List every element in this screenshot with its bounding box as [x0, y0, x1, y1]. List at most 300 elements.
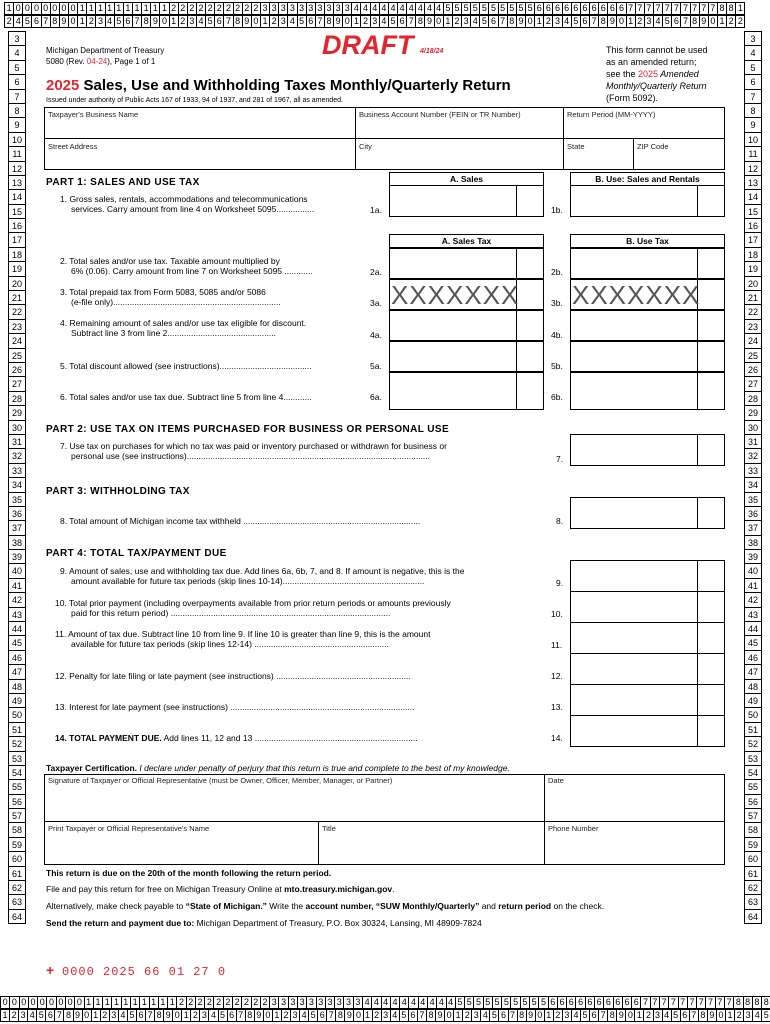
grid-cell: 1: [169, 15, 179, 28]
grid-cell: 0: [59, 2, 69, 15]
grid-cell: 6: [631, 996, 641, 1009]
grid-cell: 5: [529, 996, 539, 1009]
grid-cell: 43: [744, 607, 762, 622]
tax-input-line-6[interactable]: [570, 372, 725, 410]
grid-cell: 3: [471, 1009, 481, 1022]
grid-cell: 9: [344, 1009, 354, 1022]
row-divider: [570, 715, 725, 716]
grid-cell: 62: [8, 880, 26, 895]
grid-cell: 46: [8, 650, 26, 665]
grid-cell: 4: [351, 2, 361, 15]
grid-cell: 17: [8, 232, 26, 247]
grid-cell: 56: [744, 794, 762, 809]
grid-cell: 9: [616, 1009, 626, 1022]
grid-cell: 1: [534, 15, 544, 28]
grid-cell: 3: [269, 996, 279, 1009]
grid-cell: 53: [8, 751, 26, 766]
grid-cell: 9: [526, 1009, 536, 1022]
grid-cell: 8: [507, 15, 517, 28]
grid-cell: 5: [516, 2, 526, 15]
line3b-number: 3b.: [551, 298, 563, 308]
part2-title: PART 2: USE TAX ON ITEMS PURCHASED FOR BUSINESS OR PERSONAL USE: [46, 424, 450, 435]
grid-cell: 7: [724, 996, 734, 1009]
grid-cell: 43: [8, 607, 26, 622]
grid-cell: 4: [371, 996, 381, 1009]
line8-text: 8. Total amount of Michigan income tax withheld ...........................................................................: [60, 516, 421, 526]
line6a-number: 6a.: [370, 392, 382, 402]
amended-return-note: This form cannot be used as an amended return; see the 2025 Amended Monthly/Quarterly Return (Form 5092).: [606, 45, 708, 103]
grid-cell: 6: [227, 1009, 237, 1022]
grid-cell: 1: [139, 996, 149, 1009]
grid-cell: 2: [190, 1009, 200, 1022]
grid-cell: 6: [557, 996, 567, 1009]
grid-cell: 9: [150, 15, 160, 28]
grid-cell: 25: [8, 348, 26, 363]
grid-cell: 8: [50, 15, 60, 28]
line3-text: 3. Total prepaid tax from Form 5083, 5085 and/or 5086 (e-file only).......................................................................: [60, 287, 281, 307]
account-number-field[interactable]: Business Account Number (FEIN or TR Number): [359, 110, 521, 119]
grid-cell: 0: [13, 2, 23, 15]
grid-cell: 0: [172, 1009, 182, 1022]
grid-cell: 6: [306, 15, 316, 28]
cents-divider: [516, 310, 517, 341]
grid-cell: 30: [8, 420, 26, 435]
grid-cell: 7: [689, 1009, 699, 1022]
cents-divider: [697, 248, 698, 279]
grid-cell: 20: [8, 276, 26, 291]
grid-cell: 7: [696, 996, 706, 1009]
grid-cell: 8: [324, 15, 334, 28]
grid-cell: 6: [575, 996, 585, 1009]
grid-cell: 27: [744, 376, 762, 391]
line6-text: 6. Total sales and/or use tax due. Subtract line 5 from line 4............: [60, 392, 312, 402]
grid-cell: 4: [744, 45, 762, 60]
col-b-tax-label: B. Use Tax: [626, 236, 669, 246]
grid-cell: 30: [744, 420, 762, 435]
grid-cell: 9: [254, 1009, 264, 1022]
grid-cell: 45: [744, 635, 762, 650]
grid-cell: 7: [690, 2, 700, 15]
divider: [544, 774, 545, 822]
line14-number: 14.: [551, 733, 563, 743]
grid-cell: 0: [37, 996, 47, 1009]
grid-cell: 1: [634, 1009, 644, 1022]
tax-input-line-2[interactable]: [570, 248, 725, 279]
grid-cell: 4: [208, 1009, 218, 1022]
grid-cell: 0: [41, 2, 51, 15]
line7-number: 7.: [556, 454, 564, 464]
grid-cell: 40: [744, 563, 762, 578]
grid-cell: 16: [744, 218, 762, 233]
cents-divider: [697, 310, 698, 341]
grid-cell: 3: [278, 996, 288, 1009]
grid-cell: 3: [95, 15, 105, 28]
print-name-field[interactable]: Print Taxpayer or Official Representative's Name: [48, 824, 210, 833]
grid-cell: 32: [744, 448, 762, 463]
grid-cell: 3: [644, 15, 654, 28]
grid-cell: 15: [744, 204, 762, 219]
grid-cell: 54: [8, 765, 26, 780]
grid-cell: 38: [744, 535, 762, 550]
state-field[interactable]: State: [567, 142, 585, 151]
grid-cell: 2: [281, 1009, 291, 1022]
grid-cell: 1: [443, 15, 453, 28]
line3b-xmark: XXXXXXX: [572, 280, 701, 310]
grid-cell: 9: [8, 117, 26, 132]
grid-cell: 1: [111, 996, 121, 1009]
grid-cell: 12: [744, 161, 762, 176]
signature-field[interactable]: Signature of Taxpayer or Official Representative (must be Owner, Officer, Member, Manager, or Partner): [48, 776, 393, 785]
grid-cell: 44: [8, 621, 26, 636]
line1b-input[interactable]: [571, 187, 697, 216]
line11-number: 11.: [551, 640, 563, 650]
grid-cell: 5: [671, 1009, 681, 1022]
grid-cell: 1: [132, 2, 142, 15]
grid-cell: 2: [100, 1009, 110, 1022]
grid-row-1: [4, 2, 744, 15]
grid-cell: 2: [187, 2, 197, 15]
grid-cell: 1: [181, 1009, 191, 1022]
line8-number: 8.: [556, 516, 564, 526]
grid-cell: 5: [492, 996, 502, 1009]
line8-input[interactable]: [570, 497, 725, 529]
grid-cell: 29: [744, 405, 762, 420]
grid-cell: 4: [399, 996, 409, 1009]
grid-cell: 24: [8, 333, 26, 348]
grid-cell: 1: [159, 2, 169, 15]
grid-cell: 8: [598, 15, 608, 28]
grid-cell: 10: [744, 132, 762, 147]
grid-cell: 6: [562, 2, 572, 15]
grid-cell: 1: [725, 1009, 735, 1022]
grid-cell: 6: [31, 15, 41, 28]
grid-cell: 2: [635, 15, 645, 28]
grid-cell: 5: [455, 996, 465, 1009]
grid-cell: 7: [498, 15, 508, 28]
grid-cell: 7: [715, 996, 725, 1009]
grid-cell: 1: [114, 2, 124, 15]
grid-cell: 0: [0, 996, 10, 1009]
grid-cell: 0: [263, 1009, 273, 1022]
divider: [544, 821, 545, 865]
grid-cell: 9: [333, 15, 343, 28]
grid-cell: 7: [699, 2, 709, 15]
draft-date: 4/18/24: [420, 48, 444, 55]
grid-cell: 0: [22, 2, 32, 15]
grid-cell: 3: [744, 31, 762, 46]
grid-cell: 0: [65, 996, 75, 1009]
grid-cell: 52: [8, 736, 26, 751]
line2a-number: 2a.: [370, 267, 382, 277]
grid-cell: 49: [744, 693, 762, 708]
grid-cell: 4: [470, 15, 480, 28]
grid-cell: 2: [196, 2, 206, 15]
grid-cell: 2: [4, 15, 14, 28]
grid-cell: 1: [86, 2, 96, 15]
line1b-number: 1b.: [551, 205, 563, 215]
grid-cell: 2: [735, 15, 745, 28]
grid-cell: 4: [424, 2, 434, 15]
divider: [318, 821, 319, 865]
grid-cell: 7: [659, 996, 669, 1009]
grid-cell: 3: [260, 2, 270, 15]
grid-cell: 6: [671, 15, 681, 28]
grid-cell: 8: [245, 1009, 255, 1022]
grid-cell: 3: [8, 31, 26, 46]
line2-text: 2. Total sales and/or use tax. Taxable amount multiplied by 6% (0.06). Carry amount from line 7 on Worksheet 5095 ............: [60, 256, 313, 276]
grid-cell: 8: [733, 996, 743, 1009]
cents-divider: [697, 497, 698, 529]
grid-cell: 18: [744, 247, 762, 262]
grid-cell: 2: [205, 2, 215, 15]
grid-cell: 2: [360, 15, 370, 28]
grid-cell: 1: [84, 996, 94, 1009]
grid-cell: 6: [607, 2, 617, 15]
grid-cell: 38: [8, 535, 26, 550]
line13-text: 13. Interest for late payment (see instructions) ..............................................................................: [55, 702, 415, 712]
grid-cell: 7: [54, 1009, 64, 1022]
file-online-note: File and pay this return for free on Michigan Treasury Online at mto.treasury.michigan.gov.: [46, 884, 395, 894]
grid-cell: 9: [59, 15, 69, 28]
grid-cell: 33: [8, 463, 26, 478]
line1-text: 1. Gross sales, rentals, accommodations and telecommunications services. Carry amount from line 4 on Worksheet 5095................: [60, 194, 315, 214]
grid-cell: 28: [744, 391, 762, 406]
grid-cell: 8: [63, 1009, 73, 1022]
grid-cell: 23: [744, 319, 762, 334]
grid-cell: 3: [290, 1009, 300, 1022]
row-divider: [570, 684, 725, 685]
grid-cell: 0: [342, 15, 352, 28]
grid-cell: 1: [260, 15, 270, 28]
business-name-field[interactable]: Taxpayer's Business Name: [48, 110, 139, 119]
grid-cell: 0: [716, 1009, 726, 1022]
grid-cell: 5: [443, 2, 453, 15]
grid-cell: 4: [287, 15, 297, 28]
divider: [355, 139, 356, 170]
grid-cell: 3: [18, 1009, 28, 1022]
grid-cell: 8: [8, 103, 26, 118]
grid-cell: 8: [752, 996, 762, 1009]
grid-cell: 5: [36, 1009, 46, 1022]
part1-title: PART 1: SALES AND USE TAX: [46, 177, 200, 188]
grid-cell: 9: [242, 15, 252, 28]
grid-cell: 7: [653, 2, 663, 15]
part4-title: PART 4: TOTAL TAX/PAYMENT DUE: [46, 548, 227, 559]
grid-cell: 34: [744, 477, 762, 492]
grid-cell: 11: [8, 146, 26, 161]
authority-note: Issued under authority of Public Acts 167 of 1933, 94 of 1937, and 281 of 1967, all as amended.: [46, 97, 343, 104]
tax-input-line-2[interactable]: [389, 248, 544, 279]
certification-statement: Taxpayer Certification. I declare under penalty of perjury that this return is true and complete to the best of my knowledge.: [46, 763, 510, 773]
grid-cell: 0: [708, 15, 718, 28]
city-field[interactable]: City: [359, 142, 372, 151]
grid-cell: 3: [334, 996, 344, 1009]
tax-input-line-4[interactable]: [570, 310, 725, 341]
grid-cell: 9: [516, 15, 526, 28]
grid-cell: 7: [671, 2, 681, 15]
grid-cell: 6: [408, 1009, 418, 1022]
grid-cell: 6: [622, 996, 632, 1009]
grid-cell: 3: [187, 15, 197, 28]
grid-cell: 1: [363, 1009, 373, 1022]
grid-cell: 3: [278, 15, 288, 28]
grid-cell: 4: [13, 15, 23, 28]
grid-cell: 52: [744, 736, 762, 751]
line1a-input[interactable]: [390, 187, 516, 216]
grid-cell: 44: [744, 621, 762, 636]
line1a-number: 1a.: [370, 205, 382, 215]
grid-cell: 4: [299, 1009, 309, 1022]
tax-input-line-5[interactable]: [389, 341, 544, 372]
grid-cell: 2: [214, 2, 224, 15]
phone-field[interactable]: Phone Number: [548, 824, 599, 833]
grid-cell: 1: [4, 2, 14, 15]
title-field[interactable]: Title: [322, 824, 336, 833]
grid-cell: 19: [8, 261, 26, 276]
grid-cell: 4: [662, 1009, 672, 1022]
grid-cell: 32: [8, 448, 26, 463]
grid-cell: 60: [744, 851, 762, 866]
grid-cell: 1: [351, 15, 361, 28]
grid-cell: 35: [8, 492, 26, 507]
grid-cell: 41: [744, 578, 762, 593]
grid-cell: 8: [726, 2, 736, 15]
grid-cell: 0: [50, 2, 60, 15]
grid-cell: 6: [8, 74, 26, 89]
grid-cell: 2: [176, 996, 186, 1009]
grid-cell: 8: [744, 103, 762, 118]
grid-cell: 0: [82, 1009, 92, 1022]
grid-cell: 1: [77, 15, 87, 28]
grid-cell: 5: [580, 1009, 590, 1022]
grid-cell: 7: [680, 15, 690, 28]
grid-cell: 6: [488, 15, 498, 28]
grid-cell: 4: [118, 1009, 128, 1022]
grid-cell: 7: [626, 2, 636, 15]
line3a-xmark: XXXXXXX: [391, 280, 520, 310]
grid-cell: 13: [8, 175, 26, 190]
grid-cell: 2: [169, 2, 179, 15]
grid-row-bottom-2: [0, 1009, 770, 1022]
cents-divider: [516, 372, 517, 410]
grid-cell: 37: [744, 520, 762, 535]
grid-cell: 7: [744, 89, 762, 104]
grid-cell: 42: [744, 592, 762, 607]
return-period-field[interactable]: Return Period (MM-YYYY): [567, 110, 656, 119]
grid-cell: 1: [167, 996, 177, 1009]
grid-cell: 2: [643, 1009, 653, 1022]
grid-cell: 1: [91, 1009, 101, 1022]
cents-divider: [516, 186, 517, 217]
draft-watermark: DRAFT: [322, 30, 414, 60]
grid-cell: 0: [56, 996, 66, 1009]
grid-cell: 5: [452, 2, 462, 15]
tax-input-line-5[interactable]: [570, 341, 725, 372]
grid-cell: 7: [145, 1009, 155, 1022]
grid-cell: 7: [132, 15, 142, 28]
grid-cell: 6: [552, 2, 562, 15]
line9-text: 9. Amount of sales, use and withholding tax due. Add lines 6a, 6b, 7, and 8. If amount is negative, this is the amount available for future tax periods (skip lines 10-14)............................................................: [60, 566, 465, 586]
grid-cell: 25: [744, 348, 762, 363]
grid-cell: 64: [8, 909, 26, 924]
grid-cell: 3: [306, 996, 316, 1009]
date-field[interactable]: Date: [548, 776, 564, 785]
grid-cell: 0: [74, 996, 84, 1009]
grid-cell: 7: [708, 2, 718, 15]
grid-cell: 1: [130, 996, 140, 1009]
grid-cell: 0: [46, 996, 56, 1009]
grid-cell: 11: [744, 146, 762, 161]
grid-cell: 4: [390, 996, 400, 1009]
grid-cell: 2: [260, 996, 270, 1009]
grid-cell: 22: [744, 304, 762, 319]
form-barcode-number: 0000 2025 66 01 27 0: [62, 965, 227, 979]
grid-cell: 59: [744, 837, 762, 852]
grid-cell: 54: [744, 765, 762, 780]
grid-cell: 6: [214, 15, 224, 28]
grid-cell: 8: [717, 2, 727, 15]
grid-cell: 1: [0, 1009, 10, 1022]
grid-cell: 3: [333, 2, 343, 15]
grid-cell: 4: [446, 996, 456, 1009]
grid-cell: 36: [744, 506, 762, 521]
grid-cell: 3: [461, 15, 471, 28]
grid-cell: 3: [342, 2, 352, 15]
grid-cell: 2: [543, 15, 553, 28]
form-revision: 5080 (Rev. 04-24), Page 1 of 1: [46, 57, 156, 66]
cents-divider: [516, 248, 517, 279]
zip-field[interactable]: ZIP Code: [637, 142, 669, 151]
grid-cell: 2: [9, 1009, 19, 1022]
line13-number: 13.: [551, 702, 563, 712]
grid-cell: 6: [589, 1009, 599, 1022]
grid-cell: 8: [761, 996, 770, 1009]
grid-row-bottom-1: [0, 996, 770, 1009]
grid-cell: 8: [743, 996, 753, 1009]
grid-cell: 15: [8, 204, 26, 219]
grid-cell: 6: [45, 1009, 55, 1022]
grid-cell: 39: [8, 549, 26, 564]
plus-mark: +: [46, 962, 55, 978]
tax-input-line-6[interactable]: [389, 372, 544, 410]
grid-cell: 58: [8, 822, 26, 837]
grid-cell: 2: [452, 15, 462, 28]
grid-cell: 27: [8, 376, 26, 391]
grid-cell: 51: [744, 722, 762, 737]
cents-divider: [697, 341, 698, 372]
line7-input[interactable]: [570, 434, 725, 466]
grid-cell: 2: [223, 2, 233, 15]
grid-cell: 0: [616, 15, 626, 28]
grid-cell: 20: [744, 276, 762, 291]
street-address-field[interactable]: Street Address: [48, 142, 98, 151]
grid-cell: 1: [150, 2, 160, 15]
grid-cell: 62: [744, 880, 762, 895]
grid-cell: 1: [626, 15, 636, 28]
grid-cell: 1: [149, 996, 159, 1009]
grid-cell: 0: [68, 2, 78, 15]
grid-cell: 9: [707, 1009, 717, 1022]
grid-cell: 7: [326, 1009, 336, 1022]
line9-number: 9.: [556, 578, 564, 588]
divider: [563, 107, 564, 139]
grid-cell: 1: [121, 996, 131, 1009]
grid-cell: 4: [427, 996, 437, 1009]
grid-cell: 1: [141, 2, 151, 15]
grid-cell: 57: [744, 808, 762, 823]
tax-input-line-4[interactable]: [389, 310, 544, 341]
grid-cell: 2: [178, 2, 188, 15]
